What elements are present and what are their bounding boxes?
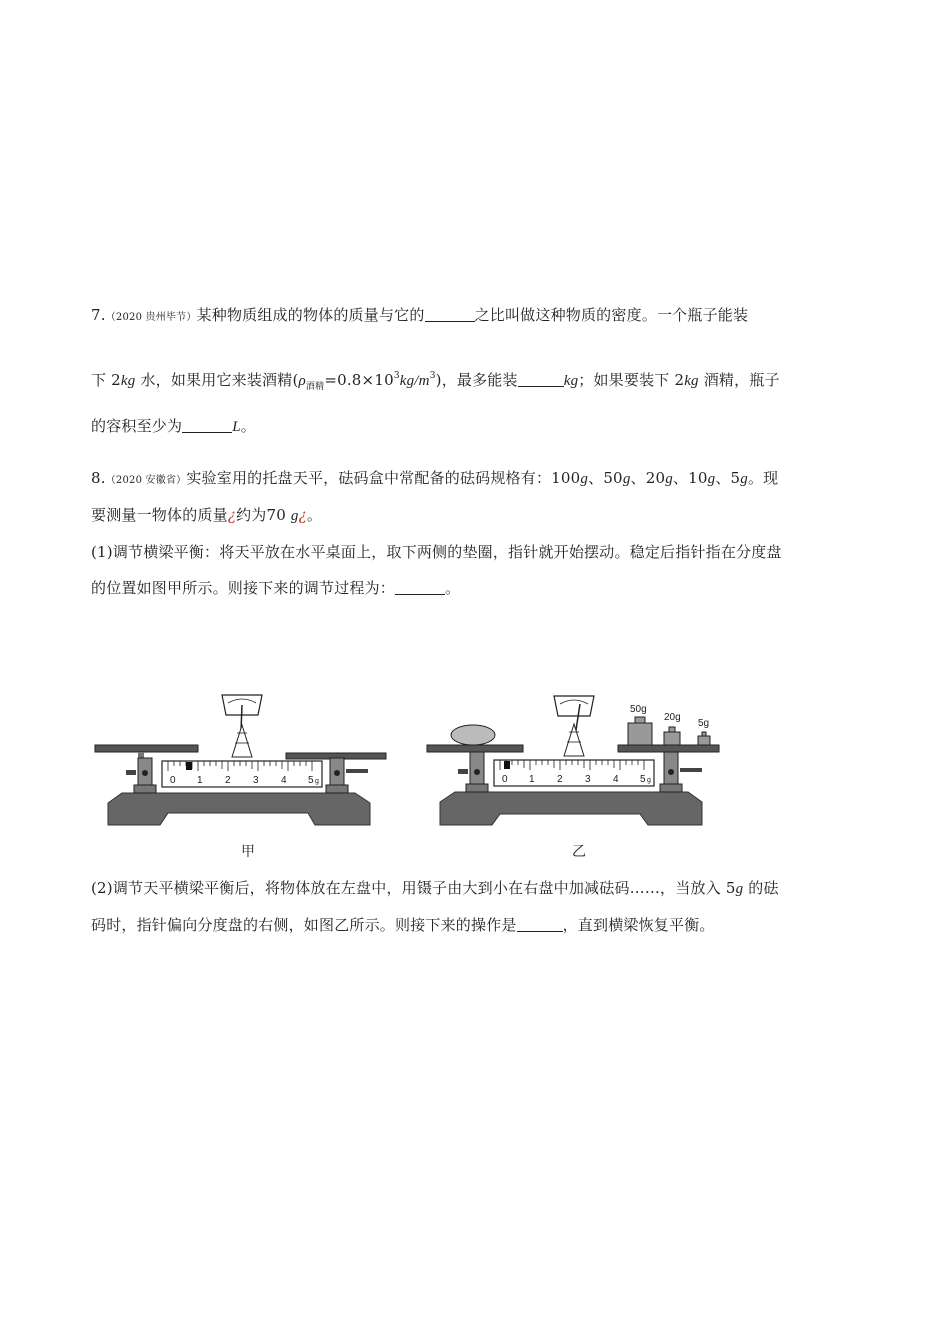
pointer-frame xyxy=(232,725,252,757)
rider xyxy=(504,761,510,769)
ruler-label-4: 4 xyxy=(281,775,287,786)
object-on-pan xyxy=(451,725,495,745)
left-pan xyxy=(95,745,198,752)
weight-label-50g: 50g xyxy=(630,704,647,715)
balance-figure-yi xyxy=(420,690,725,830)
ruler-label-5: 5 xyxy=(308,775,314,786)
ruler-label-1: 1 xyxy=(197,775,203,786)
q8-number: 8. xyxy=(91,469,106,487)
q7-blank-2[interactable] xyxy=(518,371,564,387)
q7-source: （2020 贵州毕节） xyxy=(105,312,197,323)
right-pan xyxy=(618,745,719,752)
left-pan xyxy=(427,745,523,752)
ruler-unit: g xyxy=(647,777,651,784)
balance-base xyxy=(440,792,702,825)
q7-line-3: 的容积至少为 L。 xyxy=(91,417,256,435)
q8-line-2: 要测量一物体的质量¿约为70 g¿。 xyxy=(91,506,323,524)
balance-base xyxy=(108,793,370,825)
weight-20g xyxy=(664,732,680,745)
weight-label-5g: 5g xyxy=(698,718,710,729)
q8-part2-line-2: 码时，指针偏向分度盘的右侧，如图乙所示。则接下来的操作是 ，直到横梁恢复平衡。 xyxy=(91,916,715,934)
ruler-label-2: 2 xyxy=(225,775,231,786)
ruler-label-3: 3 xyxy=(253,775,259,786)
q8-part1-line-2: 的位置如图甲所示。则接下来的调节过程为： 。 xyxy=(91,579,461,597)
q8-part2-line-1: (2)调节天平横梁平衡后，将物体放在左盘中，用镊子由大到小在右盘中加减砝码……，当放入 5g 的砝 xyxy=(91,879,779,897)
q7-line-2: 下 2kg 水，如果用它来装酒精$(\rho_{酒精}=0.8\times 10^3kg/m^3)$，最多能装 kg；如果要装下 2kg 酒精，瓶子 xyxy=(91,371,780,392)
ruler-label-5: 5 xyxy=(640,774,646,785)
ruler-label-0: 0 xyxy=(170,775,176,786)
q7-blank-3[interactable] xyxy=(182,417,232,433)
q8-blank-2[interactable] xyxy=(517,916,563,932)
weight-5g xyxy=(698,736,710,745)
weight-label-20g: 20g xyxy=(664,712,681,723)
ruler-label-2: 2 xyxy=(557,774,563,785)
q7-number: 7. xyxy=(91,306,106,324)
weight-50g xyxy=(628,723,652,745)
balance-figure-jia xyxy=(90,685,390,830)
ruler-label-0: 0 xyxy=(502,774,508,785)
q8-blank-1[interactable] xyxy=(395,579,445,595)
q7-blank-1[interactable] xyxy=(425,306,475,322)
caption-jia: 甲 xyxy=(241,844,255,860)
rider xyxy=(186,762,192,770)
q8-source: （2020 安徽省） xyxy=(105,475,187,486)
q7-line-1: 7.（2020 贵州毕节）某种物质组成的物体的质量与它的 之比叫做这种物质的密度。一个瓶子能装 xyxy=(91,306,749,324)
ruler-label-1: 1 xyxy=(529,774,535,785)
pointer-frame xyxy=(564,724,584,756)
ruler-label-3: 3 xyxy=(585,774,591,785)
caption-yi: 乙 xyxy=(572,844,586,860)
q8-line-1: 8.（2020 安徽省）实验室用的托盘天平，砝码盒中常配备的砝码规格有：100g、50g、20g、10g、5g。现 xyxy=(91,469,779,487)
scale-dial xyxy=(554,696,594,716)
q8-part1-line-1: (1)调节横梁平衡：将天平放在水平桌面上，取下两侧的垫圈，指针就开始摆动。稳定后指针指在分度盘 xyxy=(91,543,782,561)
ruler-label-4: 4 xyxy=(613,774,619,785)
ruler-unit: g xyxy=(315,778,319,785)
